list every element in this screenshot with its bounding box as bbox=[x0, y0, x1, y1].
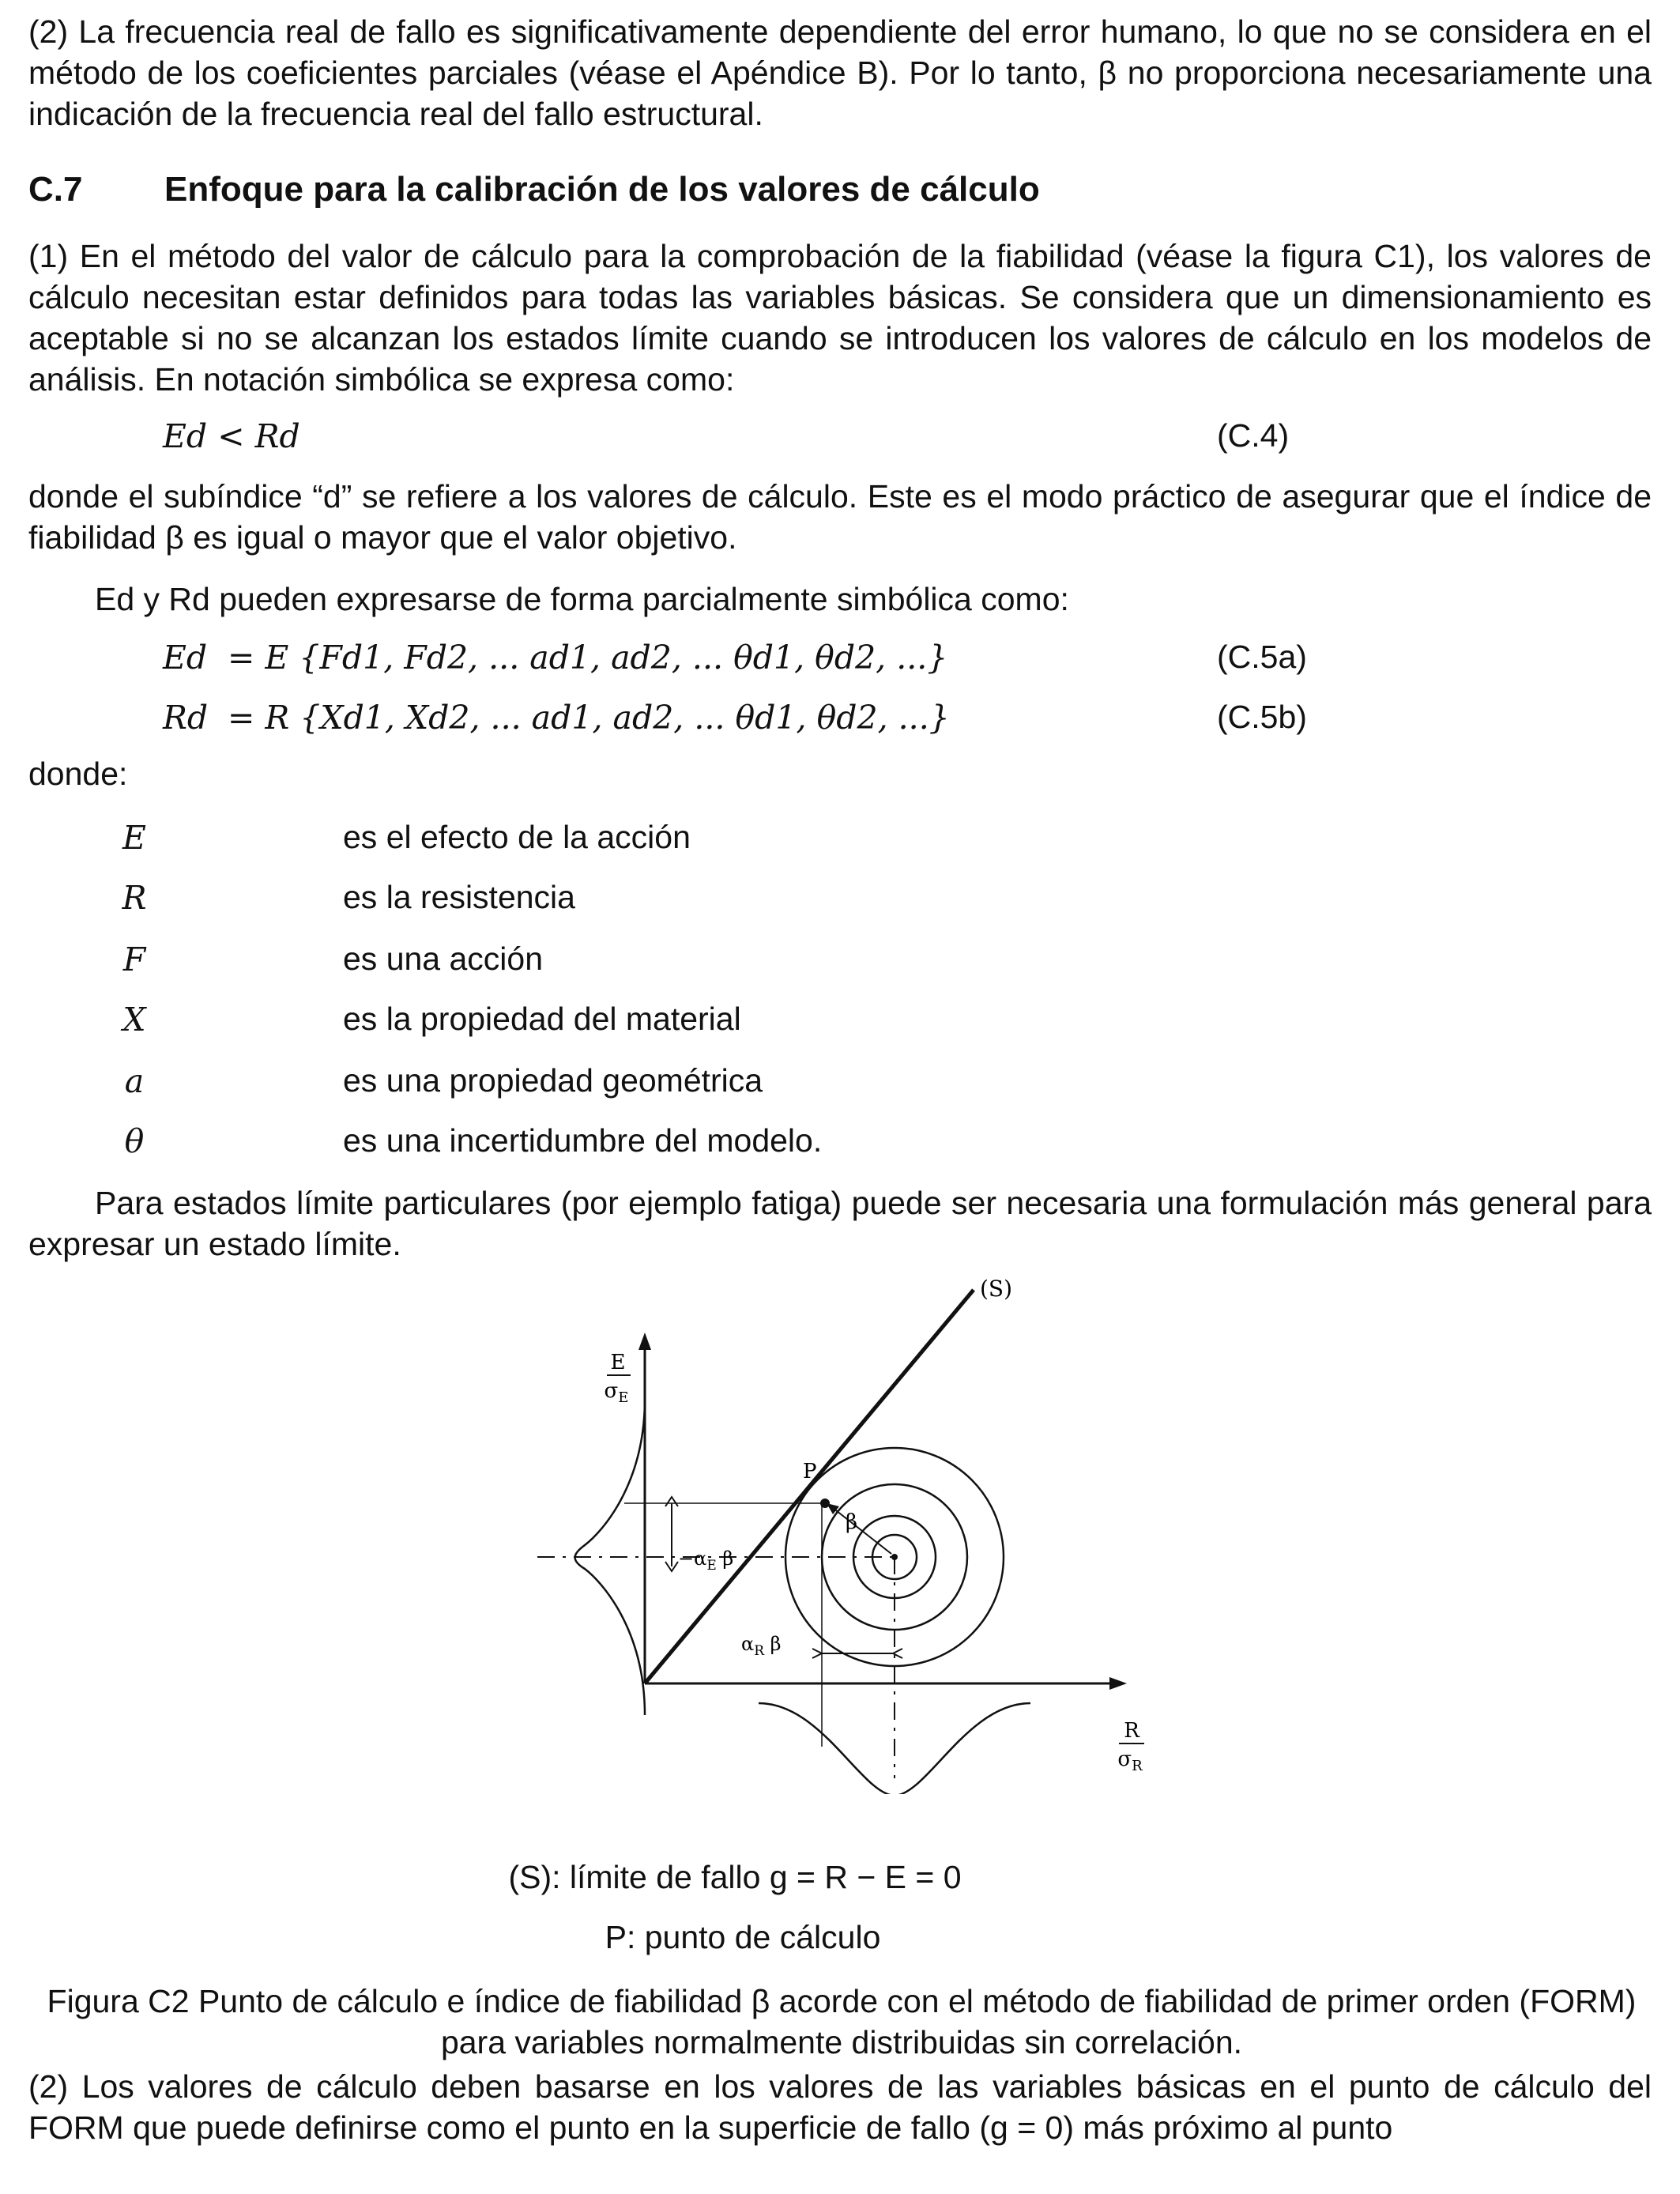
equation-c5b-label: (C.5b) bbox=[1217, 699, 1307, 735]
equation-c4-expression: Ed < Rd bbox=[163, 417, 300, 455]
design-point bbox=[820, 1498, 830, 1508]
paragraph-5: (2) Los valores de cálculo deben basarse en los valores de las variables básicas en el punto de cálculo del FORM que puede definirse como el punto en la superficie de fallo (g = 0) más próximo al punto bbox=[28, 2068, 1652, 2146]
intro-paragraph: (2) La frecuencia real de fallo es significativamente dependiente del error humano, lo que no se considera en el método de los coeficientes parciales (véase el Apéndice B). Por lo tanto, β no proporciona necesariamente una indicación de la frecuencia real del fallo estructural. bbox=[28, 13, 1652, 132]
y-axis-label-den: $\sigma_E$ bbox=[604, 1379, 629, 1406]
definition-symbol: X bbox=[122, 1001, 146, 1039]
design-point-label: P bbox=[803, 1460, 817, 1483]
definition-text: es la propiedad del material bbox=[343, 1001, 741, 1037]
equation-c4 bbox=[28, 417, 1680, 465]
beta-label: β bbox=[846, 1510, 858, 1534]
x-axis-label-den: $\sigma_R$ bbox=[1117, 1747, 1143, 1774]
legend-limit-state: (S): límite de fallo g = R − E = 0 bbox=[508, 1859, 962, 1895]
equation-c5a bbox=[28, 639, 1680, 686]
figure-caption: Figura C2 Punto de cálculo e índice de fiabilidad β acorde con el método de fiabilidad de primer orden (FORM) para variables normalmente distribuidas sin correlación. bbox=[47, 1983, 1637, 2060]
definition-text: es una acción bbox=[343, 941, 544, 977]
paragraph-3: Ed y Rd pueden expresarse de forma parcialmente simbólica como: bbox=[95, 581, 1069, 617]
section-title: Enfoque para la calibración de los valores de cálculo bbox=[164, 170, 1040, 209]
definition-text: es una incertidumbre del modelo. bbox=[343, 1122, 823, 1159]
definition-symbol: R bbox=[122, 879, 147, 917]
definition-symbol: θ bbox=[124, 1122, 145, 1160]
section-heading bbox=[28, 170, 1040, 209]
equation-c5a-label: (C.5a) bbox=[1217, 639, 1307, 675]
beta-vector bbox=[833, 1508, 891, 1554]
equation-c5b-lhs: Rd bbox=[163, 699, 209, 737]
equation-c5a-rhs: = E {Fd1, Fd2, ... ad1, ad2, ... θd1, θd2, ...} bbox=[228, 639, 948, 677]
equation-c5b bbox=[28, 699, 1680, 746]
definition-symbol: a bbox=[124, 1062, 145, 1100]
equation-c5a-lhs: Ed bbox=[163, 639, 208, 677]
paragraph-2: donde el subíndice “d” se refiere a los valores de cálculo. Este es el modo práctico de asegurar que el índice de fiabilidad β es igual o mayor que el valor objetivo. bbox=[28, 478, 1652, 556]
alpha-r-label: $\alpha_R$ β bbox=[741, 1633, 782, 1659]
definition-text: es el efecto de la acción bbox=[343, 819, 691, 855]
section-number: C.7 bbox=[28, 170, 83, 209]
definition-symbol: E bbox=[122, 819, 146, 857]
y-axis-label-num: E bbox=[610, 1351, 626, 1374]
form-design-point-diagram bbox=[506, 1272, 1185, 1794]
x-axis-label-num: R bbox=[1124, 1719, 1139, 1743]
equation-c4-label: (C.4) bbox=[1217, 417, 1290, 454]
paragraph-1: (1) En el método del valor de cálculo para la comprobación de la fiabilidad (véase la figura C1), los valores de cálculo necesitan estar definidos para todas las variables básicas. Se considera que un dimensionamiento es aceptable si no se alcanzan los estados límite cuando se introducen los valores de cálculo en los modelos de análisis. En notación simbólica se expresa como: bbox=[28, 238, 1652, 398]
x-axis-arrowhead bbox=[1109, 1677, 1127, 1690]
definition-text: es la resistencia bbox=[343, 879, 575, 915]
y-axis-arrowhead bbox=[638, 1333, 651, 1350]
donde-label: donde: bbox=[28, 756, 128, 792]
line-s-label: (S) bbox=[980, 1276, 1013, 1302]
equation-c5b-rhs: = R {Xd1, Xd2, ... ad1, ad2, ... θd1, θd2, ...} bbox=[228, 699, 950, 737]
alpha-e-label: $-\alpha_E$ β bbox=[678, 1547, 734, 1574]
paragraph-4: Para estados límite particulares (por ejemplo fatiga) puede ser necesaria una formulación más general para expresar un estado límite. bbox=[28, 1185, 1652, 1262]
legend-design-point: P: punto de cálculo bbox=[605, 1919, 881, 1955]
definition-text: es una propiedad geométrica bbox=[343, 1062, 763, 1099]
definition-symbol: F bbox=[122, 941, 146, 978]
